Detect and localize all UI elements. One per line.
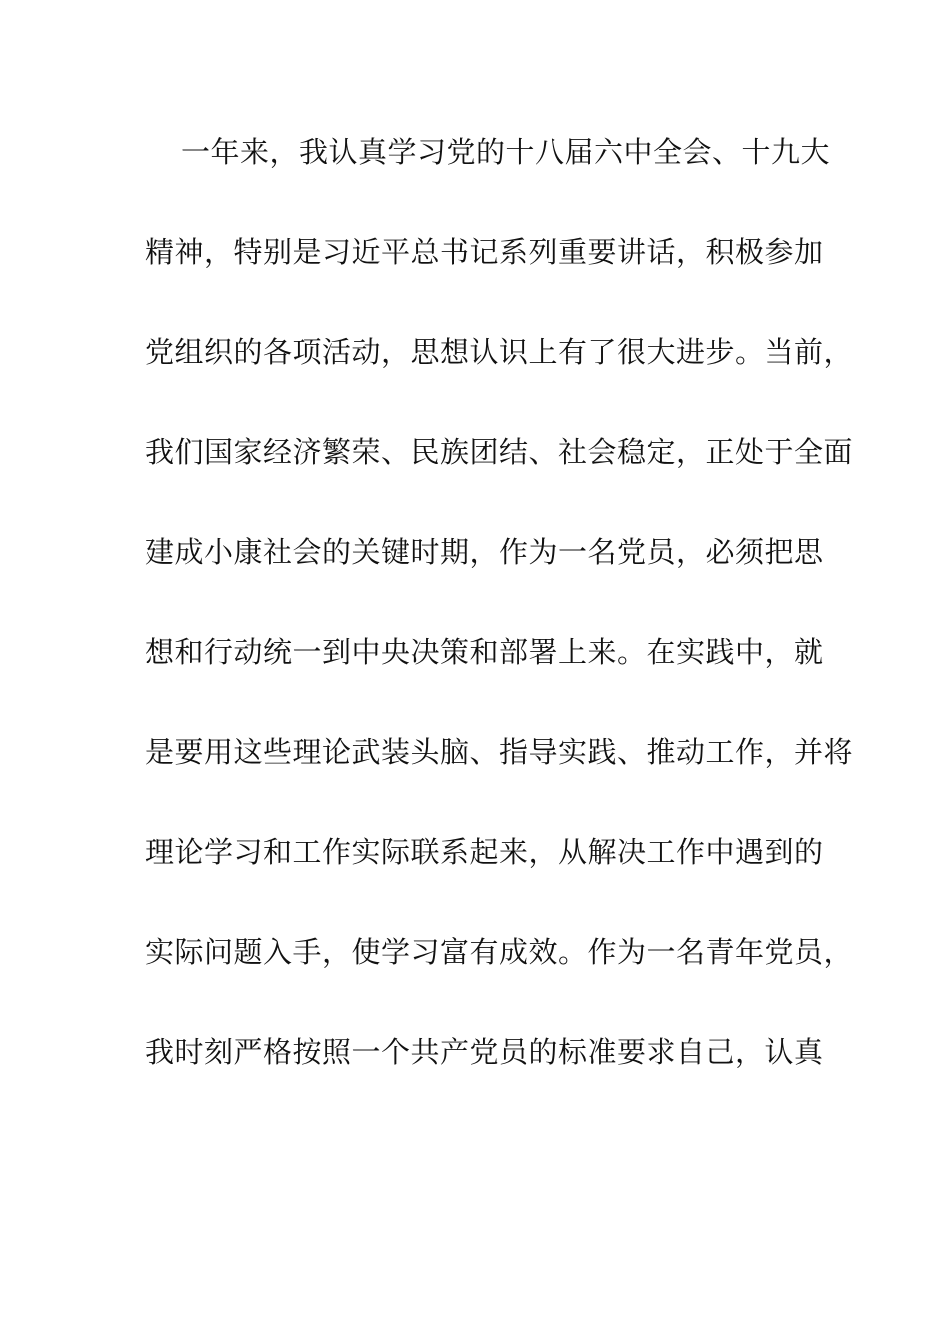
text-line: 实际问题入手，使学习富有成效。作为一名青年党员， — [145, 935, 854, 969]
text-line: 一年来，我认真学习党的十八届六中全会、十九大 — [181, 135, 831, 169]
body-paragraph — [145, 120, 854, 1120]
text-line: 党组织的各项活动，思想认识上有了很大进步。当前， — [145, 335, 854, 369]
text-line: 想和行动统一到中央决策和部署上来。在实践中，就 — [145, 635, 824, 669]
text-line: 建成小康社会的关键时期，作为一名党员，必须把思 — [145, 535, 824, 569]
text-line: 我时刻严格按照一个共产党员的标准要求自己，认真 — [145, 1035, 824, 1069]
text-line: 是要用这些理论武装头脑、指导实践、推动工作，并将 — [145, 735, 854, 769]
text-line: 精神，特别是习近平总书记系列重要讲话，积极参加 — [145, 235, 824, 269]
text-line: 我们国家经济繁荣、民族团结、社会稳定，正处于全面 — [145, 435, 854, 469]
text-line: 理论学习和工作实际联系起来，从解决工作中遇到的 — [145, 835, 824, 869]
